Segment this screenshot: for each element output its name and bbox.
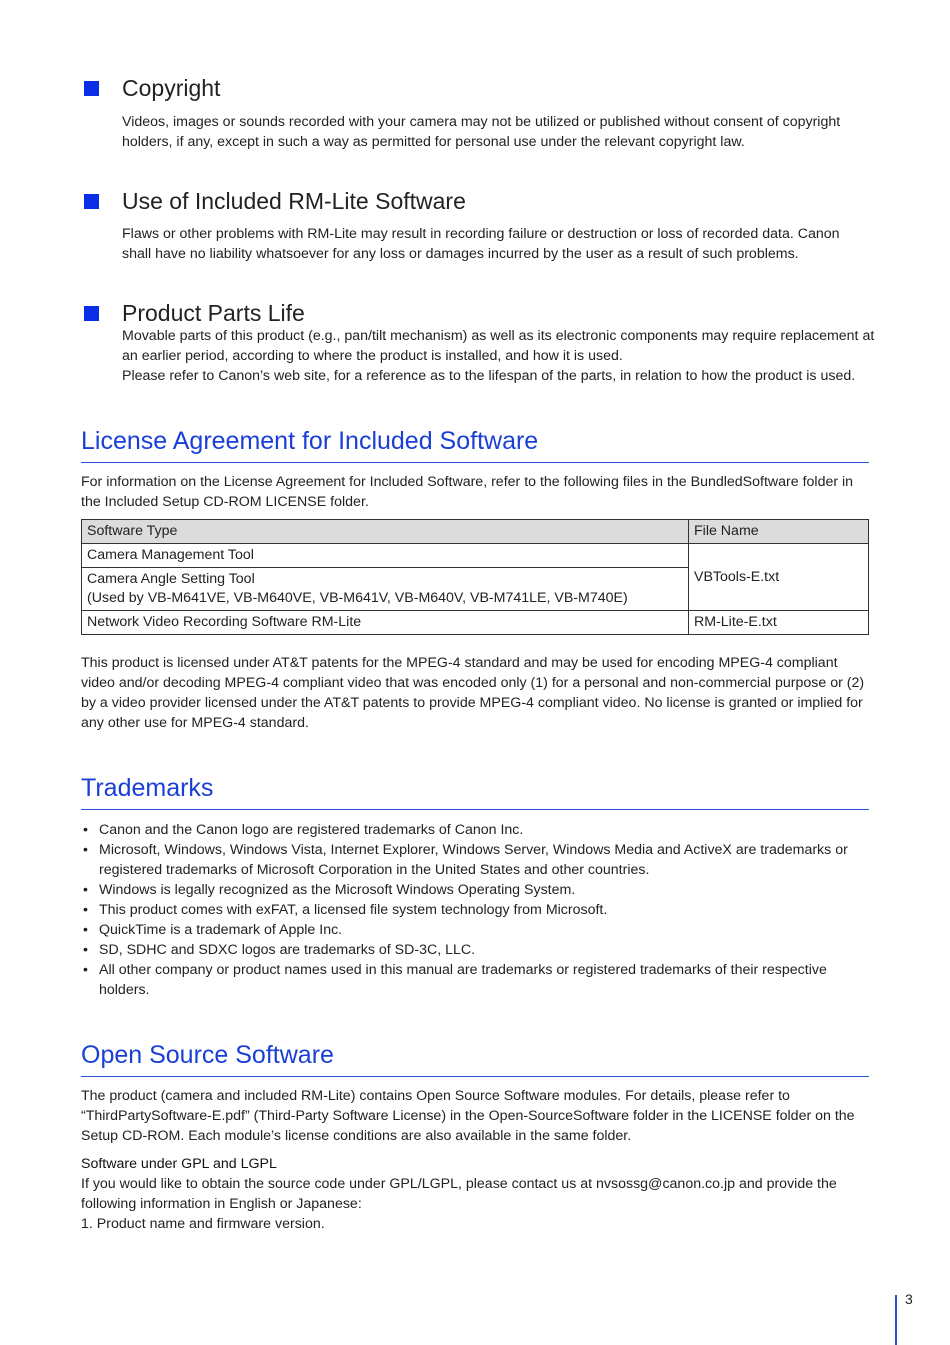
list-item: • Canon and the Canon logo are registered trademarks of Canon Inc. — [81, 820, 871, 840]
table-header-row — [82, 520, 869, 544]
gpl-paragraph — [81, 1174, 871, 1234]
parts-life-text-2: Please refer to Canon’s web site, for a reference as to the lifespan of the parts, in relation to how the product is used. — [122, 368, 856, 384]
mpeg-text: This product is licensed under AT&T patents for the MPEG-4 standard and may be used for encoding MPEG-4 compliant video and/or decoding MPEG-4 compliant video that was encoded only (1) for a personal and non-commercial purpose or (2) by a video provider licensed under the AT&T patents to provide MPEG-4 compliant video. No license is granted or implied for any other use for MPEG-4 standard. — [81, 655, 865, 731]
trademarks-list — [81, 820, 871, 1000]
list-item: • QuickTime is a trademark of Apple Inc. — [81, 920, 871, 940]
license-intro-text: For information on the License Agreement for Included Software, refer to the following files in the BundledSoftware folder in the Included Setup CD-ROM LICENSE folder. — [81, 474, 854, 510]
gpl-subheading: Software under GPL and LGPL — [81, 1156, 277, 1172]
gpl-text: If you would like to obtain the source code under GPL/LGPL, please contact us at nvsossg@canon.co.jp and provide the following information in English or Japanese: — [81, 1176, 837, 1212]
section-bullet-square — [84, 194, 99, 209]
copyright-title: Copyright — [122, 75, 221, 101]
parts-life-title: Product Parts Life — [122, 300, 305, 326]
parts-life-body — [122, 326, 882, 386]
software-type-note: (Used by VB-M641VE, VB-M640VE, VB-M641V, VB-M640V, VB-M741LE, VB-M740E) — [87, 590, 628, 606]
parts-life-text-1: Movable parts of this product (e.g., pan/tilt mechanism) as well as its electronic components may require replacement at an earlier period, according to where the product is installed, and how it is used. — [122, 328, 875, 364]
list-item: • SD, SDHC and SDXC logos are trademarks of SD-3C, LLC. — [81, 940, 871, 960]
section-bullet-square — [84, 81, 99, 96]
col-header-file-name: File Name — [689, 520, 869, 544]
oss-intro-text: The product (camera and included RM-Lite) contains Open Source Software modules. For details, please refer to “ThirdPartySoftware-E.pdf” (Third-Party Software License) in the Open-SourceSoftware folder in the LICENSE folder on the Setup CD-ROM. Each module’s license conditions are also available in the same folder. — [81, 1088, 855, 1144]
cell-file-name: RM-Lite-E.txt — [689, 611, 869, 635]
cell-software-type — [82, 568, 689, 611]
rm-lite-title: Use of Included RM-Lite Software — [122, 188, 466, 214]
cell-software-type: Camera Management Tool — [82, 544, 689, 568]
list-item: • This product comes with exFAT, a licensed file system technology from Microsoft. — [81, 900, 871, 920]
col-header-software-type: Software Type — [82, 520, 689, 544]
oss-heading-rule — [81, 1076, 869, 1077]
license-table — [81, 519, 869, 635]
trademarks-heading: Trademarks — [81, 774, 214, 802]
copyright-body — [122, 112, 872, 152]
page-number-bar — [895, 1295, 897, 1345]
list-item: • All other company or product names used in this manual are trademarks or registered trademarks of their respective holders. — [81, 960, 871, 1000]
license-intro — [81, 472, 871, 512]
rm-lite-text: Flaws or other problems with RM-Lite may result in recording failure or destruction or loss of recorded data. Canon shall have no liability whatsoever for any loss or damages incurred by the user as a result of such problems. — [122, 226, 840, 262]
software-type-name: Camera Angle Setting Tool — [87, 571, 255, 587]
copyright-text: Videos, images or sounds recorded with your camera may not be utilized or published without consent of copyright holders, if any, except in such a way as permitted for personal use under the relevant copyright law. — [122, 114, 841, 150]
gpl-item-1: 1. Product name and firmware version. — [81, 1216, 325, 1232]
table-row — [82, 611, 869, 635]
oss-heading: Open Source Software — [81, 1041, 334, 1069]
oss-intro — [81, 1086, 871, 1146]
mpeg-paragraph — [81, 653, 869, 733]
rm-lite-body — [122, 224, 872, 264]
cell-software-type: Network Video Recording Software RM-Lite — [82, 611, 689, 635]
license-heading-rule — [81, 462, 869, 463]
table-row — [82, 544, 869, 568]
list-item: • Microsoft, Windows, Windows Vista, Internet Explorer, Windows Server, Windows Media and ActiveX are trademarks or registered trademarks of Microsoft Corporation in the United States and other countries. — [81, 840, 871, 880]
page-number: 3 — [905, 1291, 913, 1307]
cell-file-name: VBTools-E.txt — [689, 544, 869, 611]
trademarks-heading-rule — [81, 809, 869, 810]
section-bullet-square — [84, 306, 99, 321]
license-heading: License Agreement for Included Software — [81, 427, 539, 455]
list-item: • Windows is legally recognized as the Microsoft Windows Operating System. — [81, 880, 871, 900]
